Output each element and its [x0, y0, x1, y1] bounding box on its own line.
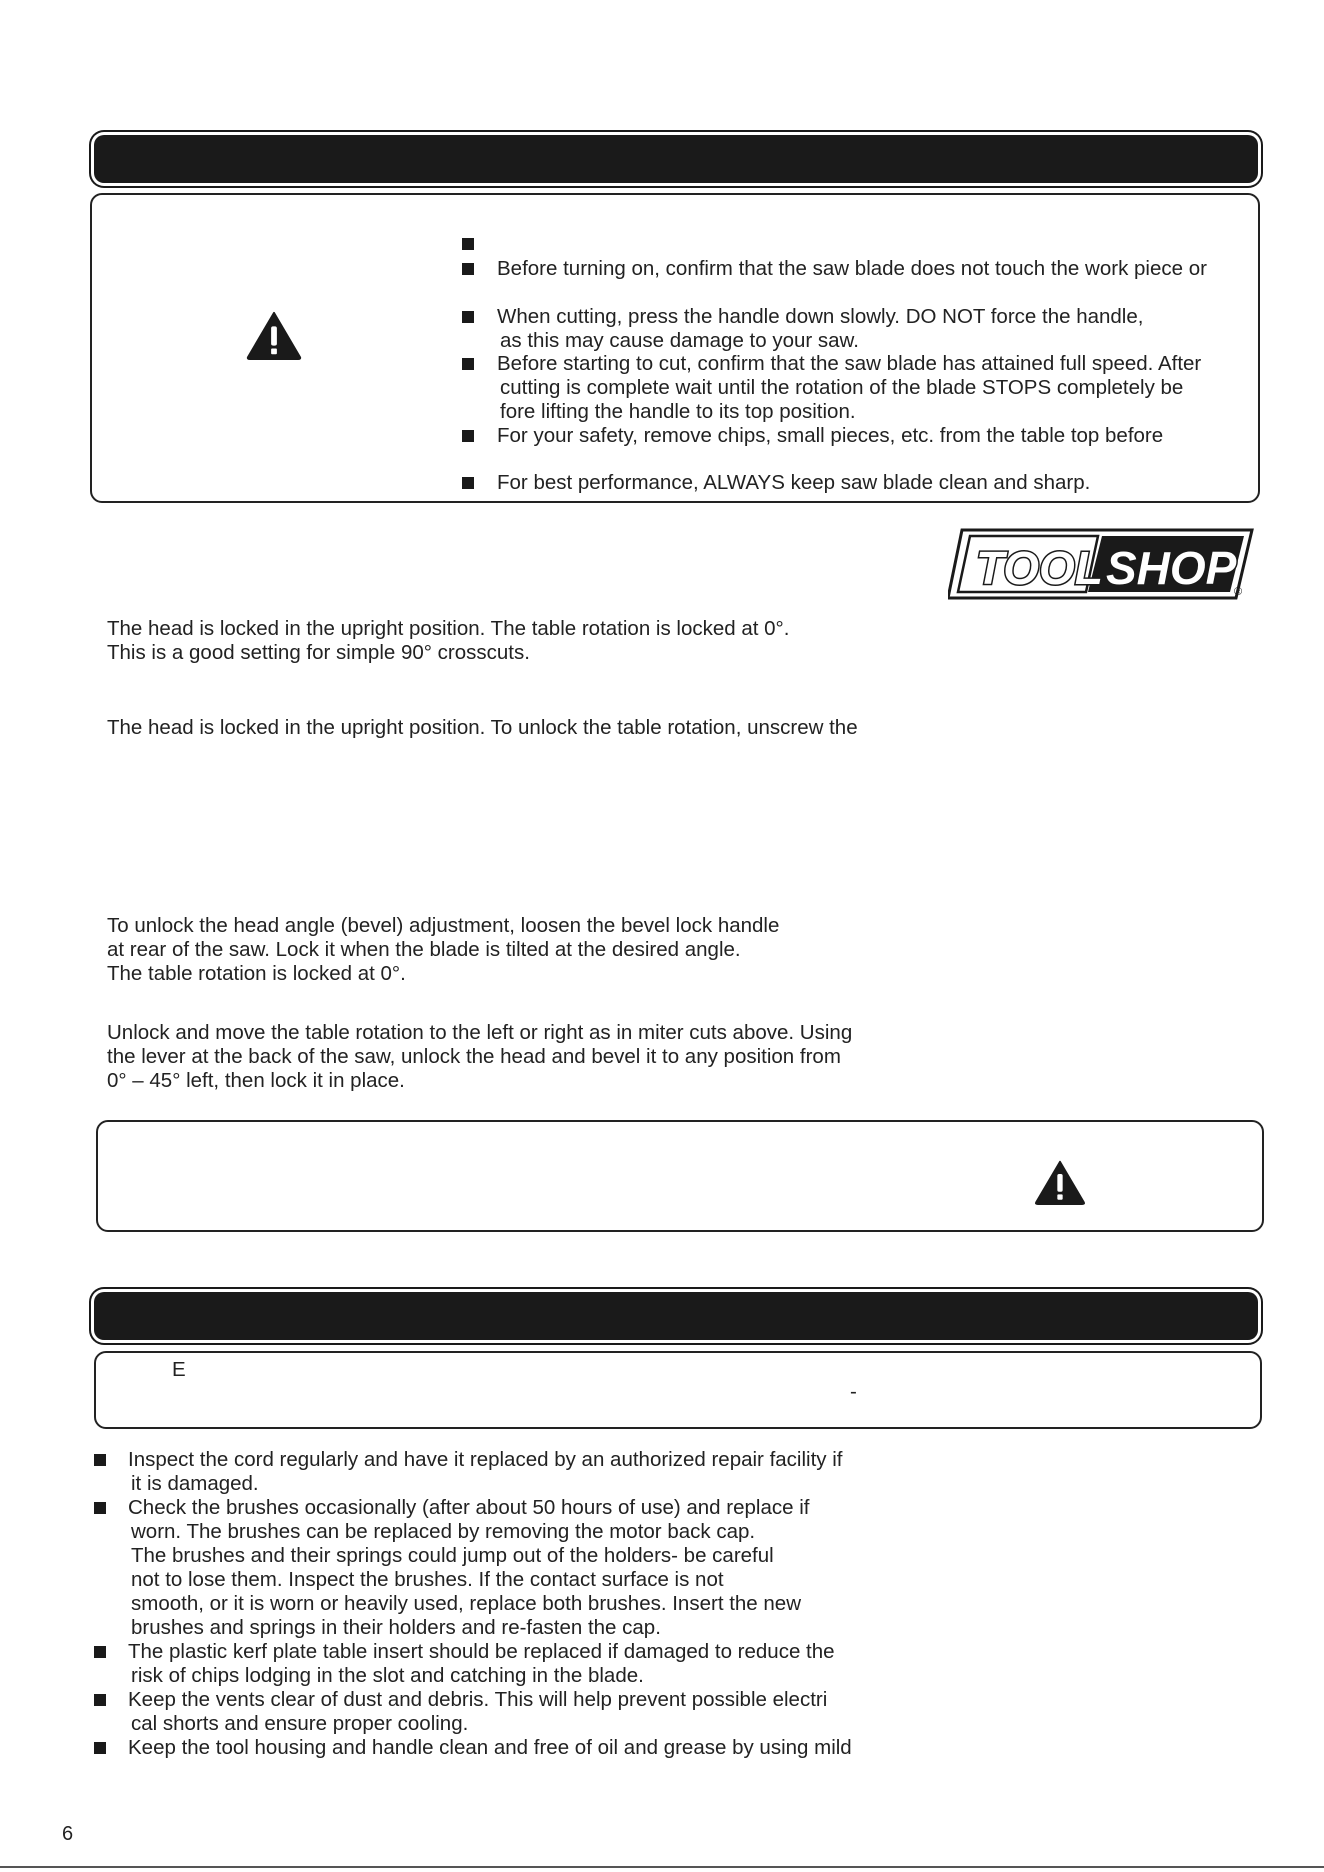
maintenance-item-2-line-6: brushes and springs in their holders and re-fasten the cap. — [131, 1616, 661, 1639]
warning-box — [96, 1120, 1264, 1232]
warning-triangle-icon — [245, 310, 303, 360]
warning-triangle-icon — [1031, 1159, 1089, 1205]
bullet-square-icon — [94, 1502, 106, 1514]
maintenance-item-3-line-2: risk of chips lodging in the slot and catching in the blade. — [131, 1664, 644, 1687]
logo-word-shop: SHOP — [1106, 542, 1237, 594]
maintenance-item-1-line-2: it is damaged. — [131, 1472, 259, 1495]
caution-item-4-line-1: Before starting to cut, confirm that the saw blade has attained full speed. After — [497, 352, 1202, 375]
bullet-square-icon — [462, 238, 474, 250]
bullet-square-icon — [94, 1694, 106, 1706]
maintenance-item-4-line-1: Keep the vents clear of dust and debris. This will help prevent possible electri — [128, 1688, 828, 1711]
maintenance-item-1-line-1: Inspect the cord regularly and have it replaced by an authorized repair facility if — [128, 1448, 843, 1471]
paragraph-3-line-2: at rear of the saw. Lock it when the blade is tilted at the desired angle. — [107, 938, 741, 961]
paragraph-4-line-1: Unlock and move the table rotation to the left or right as in miter cuts above. Using — [107, 1021, 853, 1044]
caution-item-5-line-1: For your safety, remove chips, small pieces, etc. from the table top before — [497, 424, 1164, 447]
maintenance-item-2-line-5: smooth, or it is worn or heavily used, replace both brushes. Insert the new — [131, 1592, 802, 1615]
bullet-square-icon — [462, 263, 474, 275]
paragraph-4-line-3: 0° – 45° left, then lock it in place. — [107, 1069, 405, 1092]
paragraph-2-line-1: The head is locked in the upright position. To unlock the table rotation, unscrew the — [107, 716, 858, 739]
caution-item-4-line-3: fore lifting the handle to its top position. — [500, 400, 856, 423]
maintenance-item-5-line-1: Keep the tool housing and handle clean and free of oil and grease by using mild — [128, 1736, 852, 1759]
bullet-square-icon — [462, 477, 474, 489]
caution-item-2-line-1: Before turning on, confirm that the saw blade does not touch the work piece or — [497, 257, 1207, 280]
maintenance-note-fragment-dash: - — [850, 1380, 857, 1403]
bullet-square-icon — [462, 430, 474, 442]
section-header-bar-maintenance — [94, 1292, 1258, 1340]
bullet-square-icon — [462, 358, 474, 370]
registered-mark: ® — [1234, 586, 1243, 598]
maintenance-item-2-line-1: Check the brushes occasionally (after about 50 hours of use) and replace if — [128, 1496, 810, 1519]
paragraph-3-line-1: To unlock the head angle (bevel) adjustment, loosen the bevel lock handle — [107, 914, 780, 937]
paragraph-1-line-2: This is a good setting for simple 90° crosscuts. — [107, 641, 530, 664]
maintenance-item-2-line-2: worn. The brushes can be replaced by removing the motor back cap. — [131, 1520, 756, 1543]
paragraph-3-line-3: The table rotation is locked at 0°. — [107, 962, 406, 985]
maintenance-item-2-line-4: not to lose them. Inspect the brushes. If the contact surface is not — [131, 1568, 724, 1591]
paragraph-1-line-1: The head is locked in the upright position. The table rotation is locked at 0°. — [107, 617, 790, 640]
caution-item-6-line-1: For best performance, ALWAYS keep saw blade clean and sharp. — [497, 471, 1091, 494]
bullet-square-icon — [94, 1454, 106, 1466]
toolshop-logo — [948, 528, 1254, 600]
maintenance-item-4-line-2: cal shorts and ensure proper cooling. — [131, 1712, 469, 1735]
maintenance-note-box — [94, 1351, 1262, 1429]
paragraph-4-line-2: the lever at the back of the saw, unlock the head and bevel it to any position from — [107, 1045, 841, 1068]
caution-item-4-line-2: cutting is complete wait until the rotation of the blade STOPS completely be — [500, 376, 1184, 399]
section-header-bar-operation — [94, 135, 1258, 183]
maintenance-note-fragment-e: E — [172, 1358, 186, 1381]
logo-word-tool: TOOL — [976, 542, 1103, 594]
caution-item-3-line-1: When cutting, press the handle down slowly. DO NOT force the handle, — [497, 305, 1144, 328]
caution-item-3-line-2: as this may cause damage to your saw. — [500, 329, 859, 352]
page-bottom-rule — [0, 1866, 1324, 1868]
maintenance-item-2-line-3: The brushes and their springs could jump out of the holders- be careful — [131, 1544, 774, 1567]
bullet-square-icon — [462, 311, 474, 323]
bullet-square-icon — [94, 1646, 106, 1658]
maintenance-item-3-line-1: The plastic kerf plate table insert should be replaced if damaged to reduce the — [128, 1640, 835, 1663]
page-number: 6 — [62, 1823, 74, 1845]
toolshop-logo-graphic — [948, 528, 1254, 600]
bullet-square-icon — [94, 1742, 106, 1754]
